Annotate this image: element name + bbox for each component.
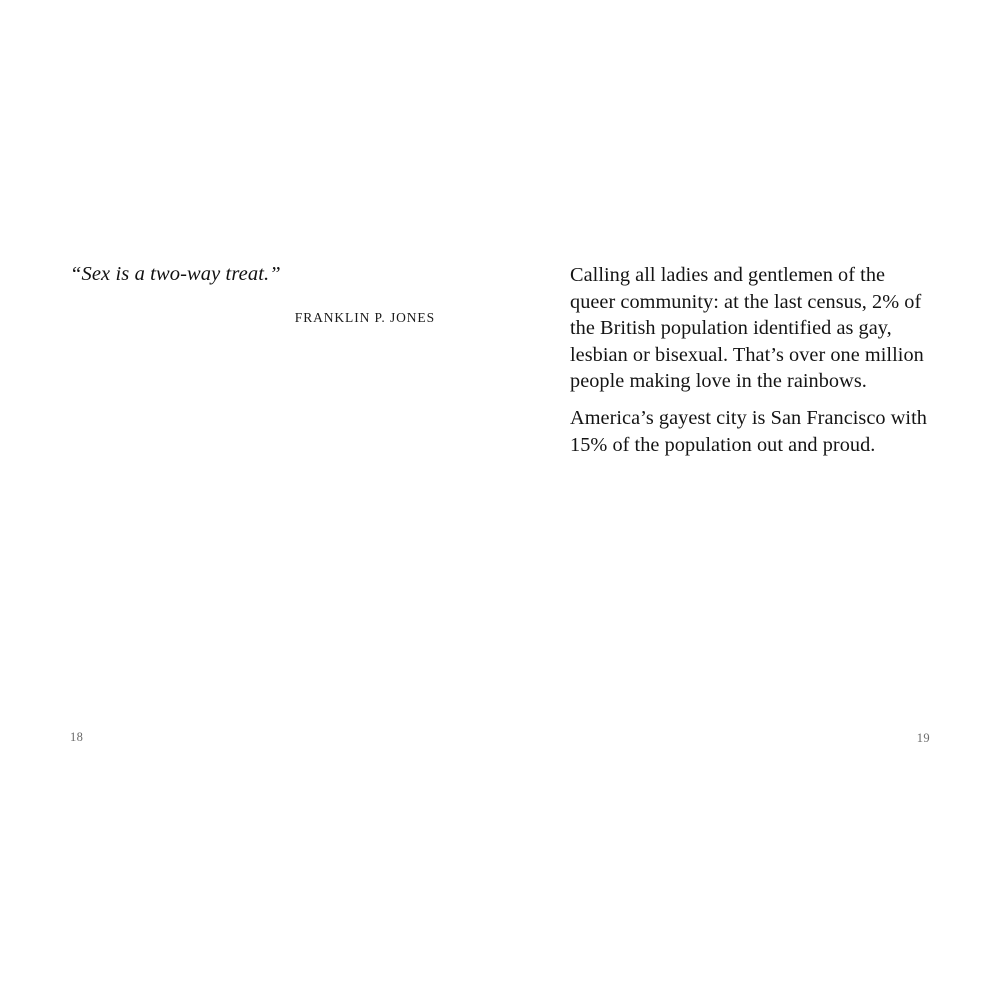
page-number-left: 18 — [70, 730, 84, 744]
pull-quote-attribution: FRANKLIN P. JONES — [294, 309, 435, 325]
body-text-block — [570, 262, 928, 458]
pull-quote-text: “Sex is a two-way treat.” — [70, 263, 281, 285]
pull-quote-block — [70, 262, 435, 326]
body-paragraph: America’s gayest city is San Francisco with 15% of the population out and proud. — [570, 406, 927, 456]
body-paragraph: Calling all ladies and gentlemen of the queer community: at the last census, 2% of the British population identified as gay, lesbian or bisexual. That’s over one million people making love in the rainbows. — [570, 264, 924, 393]
page-number-right: 19 — [916, 731, 930, 745]
right-page — [500, 0, 1000, 1000]
